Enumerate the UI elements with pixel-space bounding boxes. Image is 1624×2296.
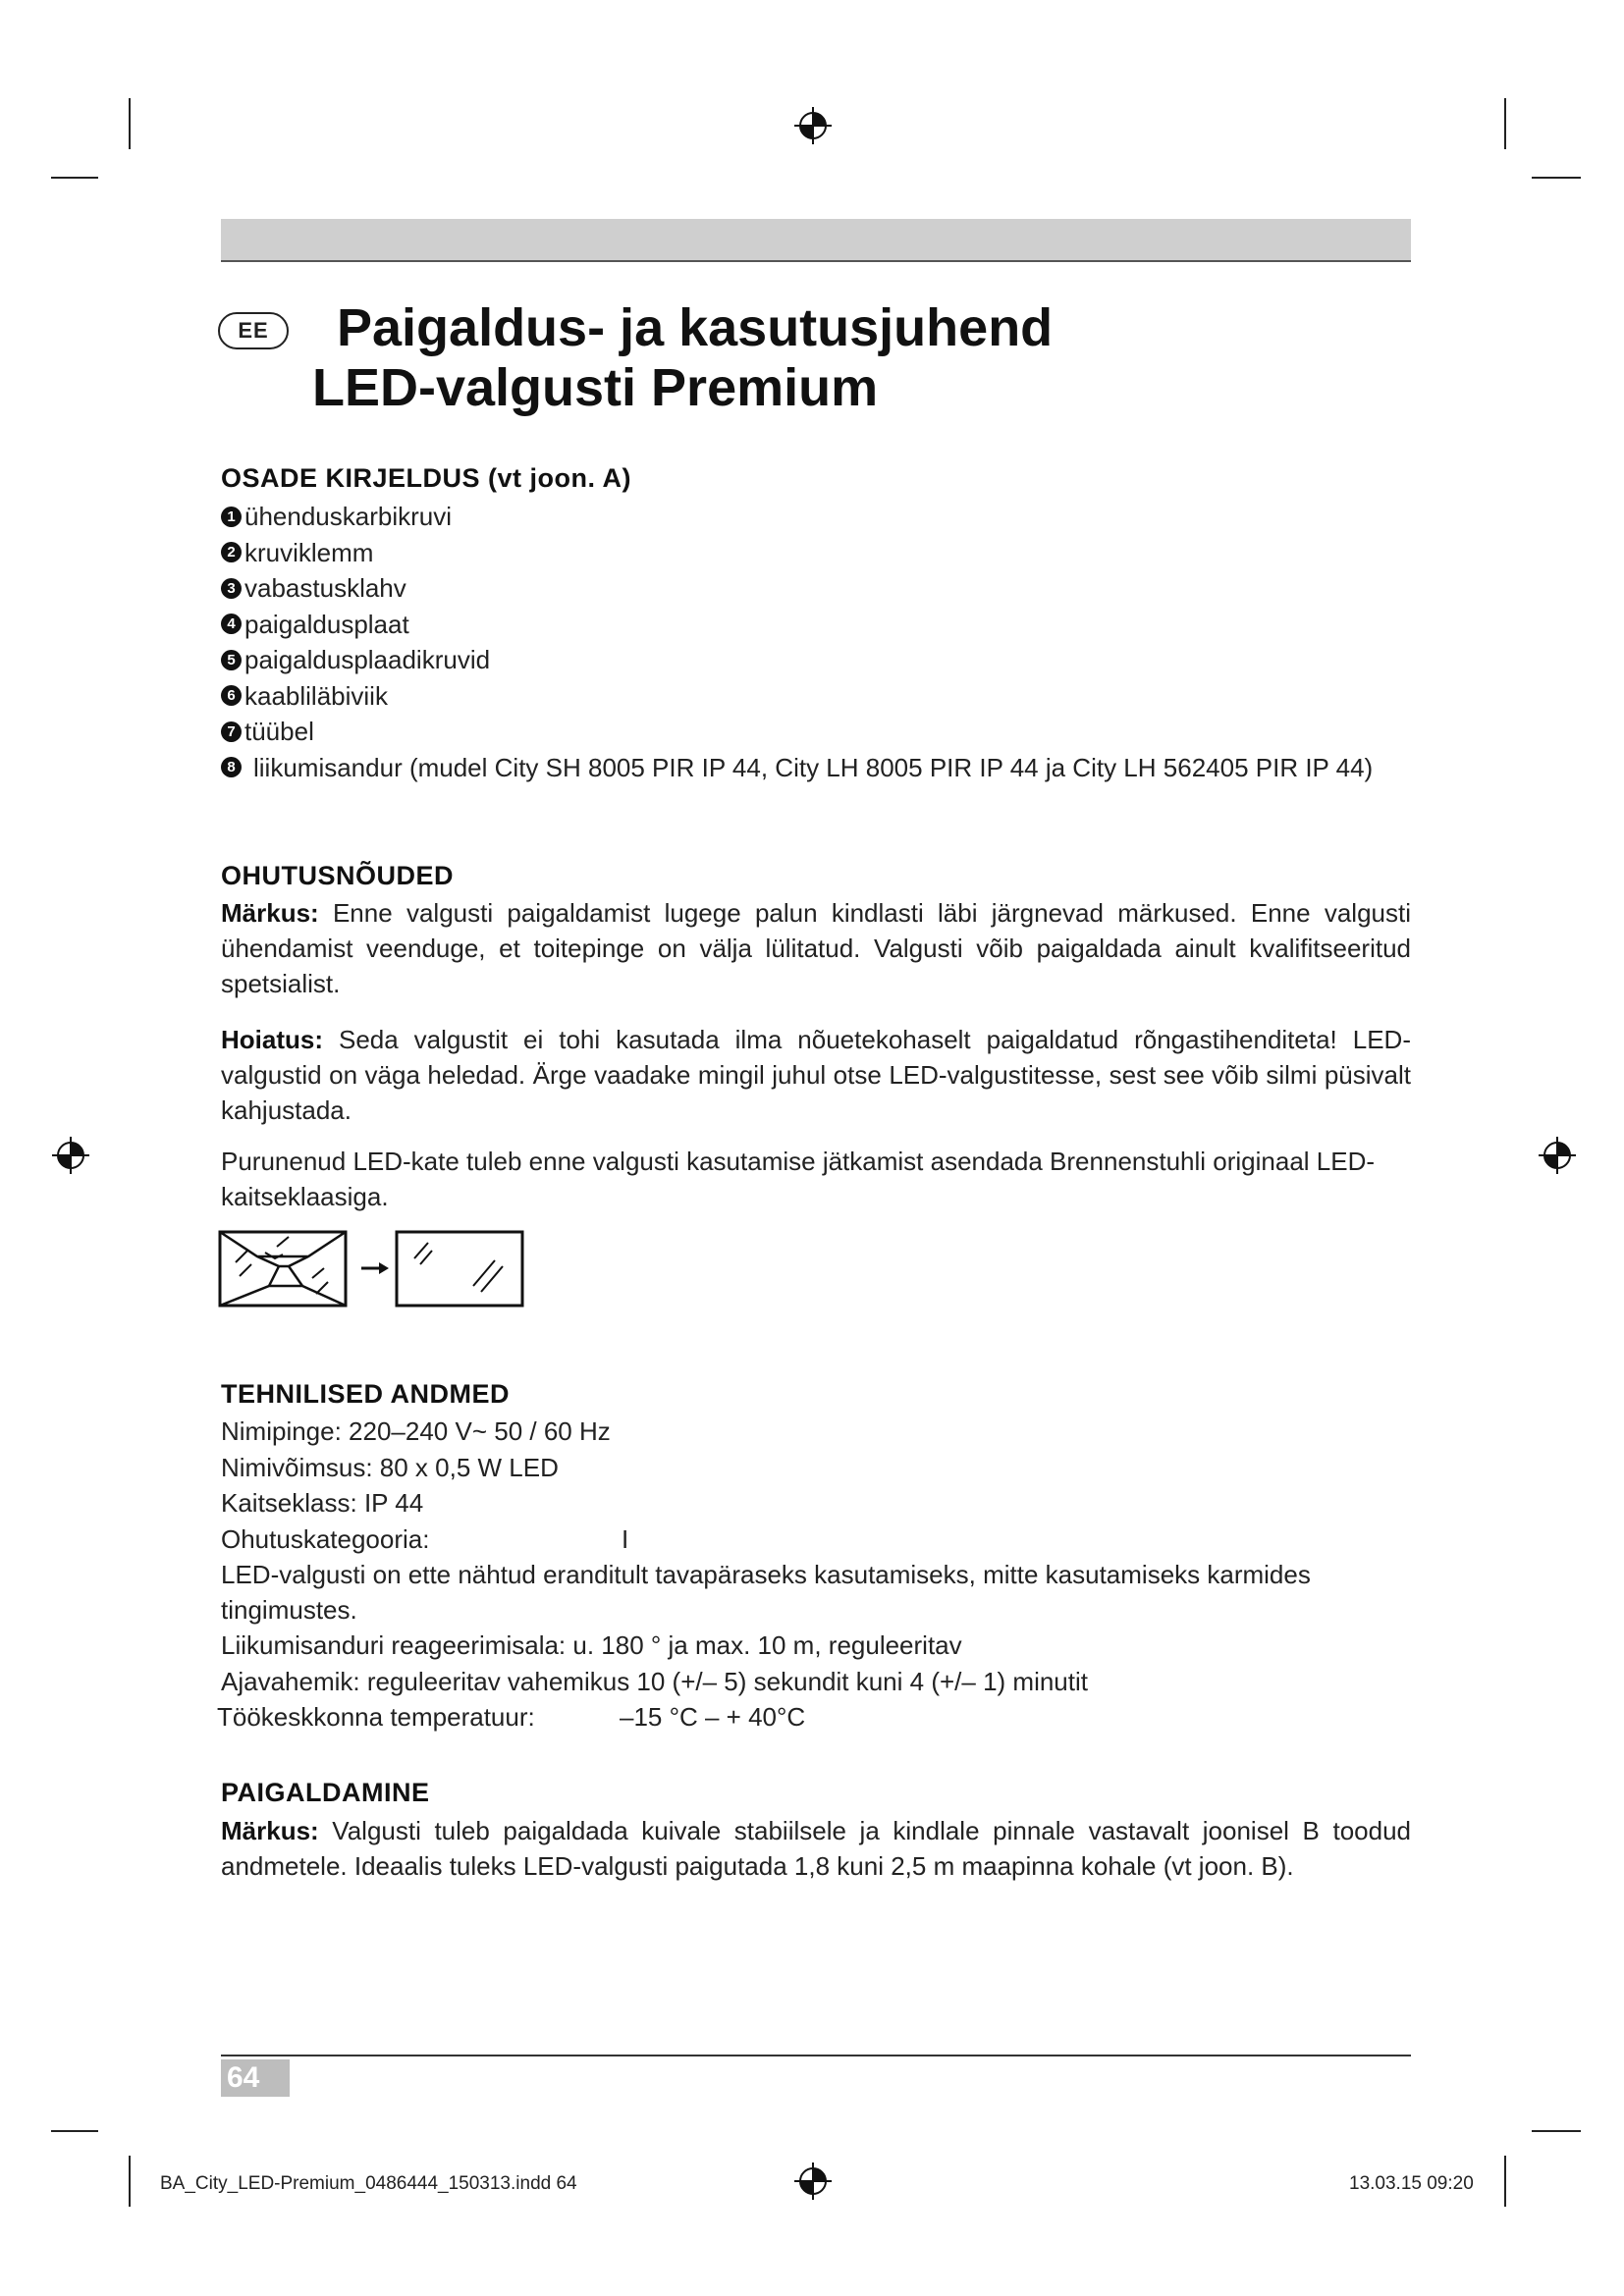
list-number-badge: 4	[221, 614, 242, 634]
list-item	[221, 714, 1438, 750]
install-note-label: Märkus:	[221, 1816, 319, 1845]
tech-safety-class	[221, 1522, 1419, 1558]
crop-mark	[129, 2156, 131, 2207]
list-item-text: paigaldusplaadikruvid	[244, 645, 491, 674]
list-item-text: tüübel	[244, 717, 314, 746]
list-item-text: ühenduskarbikruvi	[244, 502, 453, 531]
install-note-text: Valgusti tuleb paigaldada kuivale stabiilsele ja kindlale pinnale vastavalt joonisel B toodud andmetele. Ideaalis tuleks LED-valgusti paigutada 1,8 kuni 2,5 m maapinna kohale (vt joon. B).	[221, 1816, 1411, 1881]
install-note	[221, 1813, 1411, 1884]
registration-mark-icon	[793, 2162, 833, 2201]
install-heading: PAIGALDAMINE	[221, 1778, 430, 1807]
list-item-text: paigaldusplaat	[244, 609, 409, 639]
list-item	[221, 678, 1438, 715]
warning-label: Hoiatus:	[221, 1025, 323, 1054]
language-badge: EE	[218, 312, 289, 349]
list-item-text: kruviklemm	[244, 537, 374, 567]
page-title: Paigaldus- ja kasutusjuhend	[337, 298, 1054, 357]
tech-heading: TEHNILISED ANDMED	[221, 1379, 511, 1409]
list-item-text: vabastusklahv	[244, 573, 406, 603]
note-label: Märkus:	[221, 898, 319, 928]
crop-mark	[1532, 2130, 1581, 2132]
list-item	[221, 750, 1438, 786]
page-subtitle: LED-valgusti Premium	[312, 358, 879, 417]
list-number-badge: 3	[221, 578, 242, 599]
list-item	[221, 499, 1438, 535]
tech-temperature	[217, 1699, 1419, 1735]
replace-cover-text: Purunenud LED-kate tuleb enne valgusti kasutamise jätkamist asendada Brennenstuhli originaal LED-kaitseklaasiga.	[221, 1147, 1376, 1211]
list-number-badge: 7	[221, 721, 242, 742]
registration-mark-icon	[1538, 1136, 1577, 1175]
tech-safety-class-label: Ohutuskategooria:	[221, 1523, 430, 1554]
warning-text: Seda valgustit ei tohi kasutada ilma nõuetekohaselt paigaldatud rõngastihenditeta! LED-valgustid on väga heledad. Ärge vaadake mingil juhul otse LED-valgustitesse, sest see võib silmi püsivalt kahjustada.	[221, 1025, 1411, 1125]
safety-warning	[221, 1022, 1411, 1128]
file-slug: BA_City_LED-Premium_0486444_150313.indd 64	[160, 2173, 577, 2194]
list-number-badge: 5	[221, 650, 242, 670]
registration-mark-icon	[51, 1136, 90, 1175]
parts-heading: OSADE KIRJELDUS (vt joon. A)	[221, 463, 632, 493]
tech-sensor-range: Liikumisanduri reageerimisala: u. 180 ° ja max. 10 m, reguleeritav	[221, 1630, 962, 1660]
list-number-badge: 6	[221, 685, 242, 706]
tech-protection-class: Kaitseklass: IP 44	[221, 1488, 424, 1518]
crop-mark	[1504, 98, 1506, 149]
list-item	[221, 570, 1438, 607]
broken-glass-replacement-illustration	[218, 1229, 524, 1309]
crop-mark	[1532, 177, 1581, 179]
list-item	[221, 642, 1438, 678]
list-number-badge: 1	[221, 507, 242, 527]
parts-list	[221, 499, 1438, 785]
tech-safety-class-value: I	[622, 1523, 629, 1554]
list-item-text: liikumisandur (mudel City SH 8005 PIR IP 44, City LH 8005 PIR IP 44 ja City LH 562405 PIR IP 44)	[253, 752, 1374, 782]
safety-note	[221, 895, 1411, 1001]
list-item-text: kaabliläbiviik	[244, 680, 388, 711]
tech-power: Nimivõimsus: 80 x 0,5 W LED	[221, 1452, 559, 1482]
tech-temperature-label: Töökeskkonna temperatuur:	[217, 1702, 535, 1732]
crop-mark	[129, 98, 131, 149]
tech-temperature-value: –15 °C – + 40°C	[620, 1702, 806, 1732]
safety-heading: OHUTUSNÕUDED	[221, 861, 455, 890]
list-item	[221, 535, 1438, 571]
header-bar	[221, 219, 1411, 262]
tech-time-range: Ajavahemik: reguleeritav vahemikus 10 (+/– 5) sekundit kuni 4 (+/– 1) minutit	[221, 1666, 1088, 1696]
crop-mark	[51, 177, 98, 179]
list-number-badge: 2	[221, 542, 242, 562]
note-text: Enne valgusti paigaldamist lugege palun kindlasti läbi järgnevad märkused. Enne valgusti ühendamist veenduge, et toitepinge on välja lülitatud. Valgusti võib paigaldada ainult kvalifitseeritud spetsialist.	[221, 898, 1411, 998]
list-number-badge: 8	[221, 757, 242, 777]
crop-mark	[1504, 2156, 1506, 2207]
tech-usage-note: LED-valgusti on ette nähtud eranditult tavapäraseks kasutamiseks, mitte kasutamiseks karmides tingimustes.	[221, 1560, 1311, 1625]
list-item	[221, 607, 1438, 643]
footer-rule	[221, 2055, 1411, 2056]
page-number: 64	[221, 2059, 290, 2097]
tech-voltage: Nimipinge: 220–240 V~ 50 / 60 Hz	[221, 1416, 611, 1446]
crop-mark	[51, 2130, 98, 2132]
registration-mark-icon	[793, 106, 833, 145]
print-datetime: 13.03.15 09:20	[1349, 2173, 1474, 2194]
tech-data	[217, 1414, 1419, 1735]
